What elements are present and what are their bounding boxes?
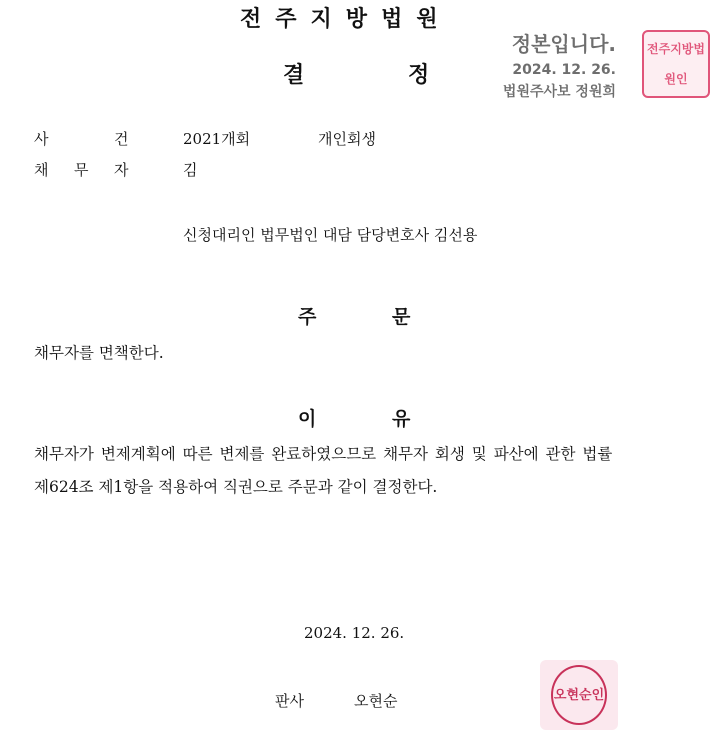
seal-char: 지	[670, 41, 682, 56]
seal-char: 원	[664, 71, 676, 86]
case-number: 2021개회	[183, 130, 251, 148]
court-name-char: 방	[345, 7, 370, 32]
court-name-char: 전	[240, 7, 264, 32]
certification-clerk: 법원주사보 정원희	[502, 84, 616, 100]
case-label-char: 건	[114, 130, 129, 148]
judge-seal-icon	[540, 660, 618, 730]
judge-name: 오현순	[354, 692, 398, 710]
doc-type-char-2: 정	[408, 63, 430, 88]
certification-title: 정본입니다.	[511, 32, 616, 56]
judge-title: 판사	[275, 692, 304, 710]
debtor-label	[34, 159, 154, 180]
certification-date: 2024. 12. 26.	[512, 62, 616, 78]
attorney-line: 신청대리인 법무법인 대담 담당변호사 김선용	[183, 226, 478, 244]
court-name-char: 주	[275, 7, 299, 32]
case-label-char: 사	[34, 130, 49, 148]
debtor-name: 김	[183, 161, 198, 179]
order-heading-char-2: 문	[392, 306, 411, 328]
order-heading-char-1: 주	[298, 306, 317, 328]
judge-seal-ring	[551, 665, 607, 725]
court-name-char: 원	[416, 7, 440, 32]
seal-char: 주	[658, 41, 671, 56]
debtor-label-char: 자	[114, 161, 129, 179]
doc-type-char-1: 결	[283, 63, 305, 88]
order-text: 채무자를 면책한다.	[34, 344, 164, 362]
seal-char: 현	[566, 687, 579, 703]
reason-heading-char-1: 이	[298, 408, 317, 430]
seal-char: 인	[591, 687, 605, 703]
decision-date: 2024. 12. 26.	[304, 624, 405, 642]
debtor-label-char: 채	[34, 161, 49, 179]
debtor-label-char: 무	[74, 161, 89, 179]
reason-heading-char-2: 유	[392, 408, 411, 430]
seal-char: 전	[647, 41, 659, 56]
seal-char: 법	[693, 41, 705, 56]
case-label	[34, 128, 154, 149]
seal-char: 오	[553, 687, 567, 703]
court-seal-icon	[642, 30, 710, 98]
court-name	[240, 2, 452, 33]
seal-char: 방	[681, 41, 694, 56]
seal-char: 인	[676, 71, 688, 86]
reason-text-line-2: 제624조 제1항을 적용하여 직권으로 주문과 같이 결정한다.	[34, 478, 438, 496]
court-name-char: 법	[381, 7, 405, 32]
court-name-char: 지	[310, 7, 334, 32]
reason-text-line-1: 채무자가 변제계획에 따른 변제를 완료하였으므로 채무자 회생 및 파산에 관한 법률	[34, 445, 613, 463]
seal-char: 순	[579, 687, 592, 703]
case-name: 개인회생	[318, 130, 376, 148]
